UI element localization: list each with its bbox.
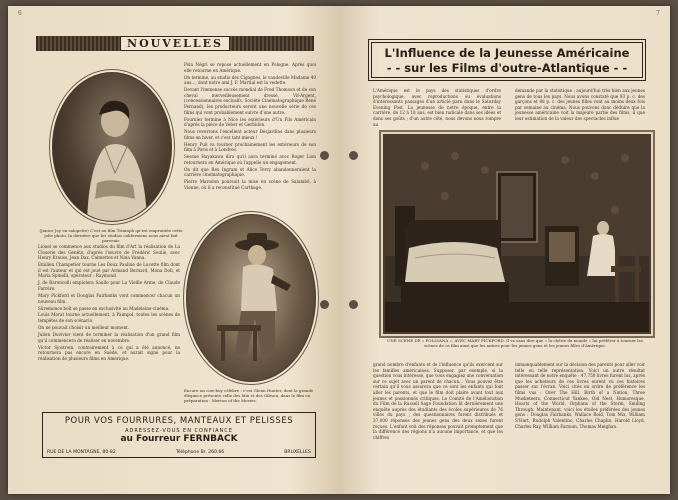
news-item: Fournier termine à Nice les extérieurs d'Un Fils Américain d'après la pièce de Veber et Gerbidon. <box>184 116 316 128</box>
binding-hole <box>320 300 329 309</box>
ad-footer <box>47 450 311 455</box>
ad-headline: POUR VOS FOURRURES, MANTEAUX ET PELISSES <box>64 416 294 426</box>
pollyana-scene-photo <box>383 134 651 334</box>
ad-phone: Téléphone Br. 260.66 <box>175 450 225 455</box>
ad-subline: ADRESSEZ-VOUS EN CONFIANCE <box>125 428 233 434</box>
portrait-photo-glenn-hunter <box>186 214 316 382</box>
news-item: Lionel se commence aux studios du film d'Art la réalisation de La Closerie des Genêts, d'après l'œuvre de Frédéric Soulié, avec Henry Krauss, Jean Dax, Calmettes et Nina Vanna. <box>38 244 180 261</box>
ad-brand: au Fourreur FERNBACK <box>120 434 238 444</box>
news-item: J. de Baroncelli emploiera Saulle pour La Vieille Arme, de Claude Farrère. <box>38 280 180 291</box>
caption-janice-joy: (Janice Joy en salopette) C'est au film Triumph qu'est empruntée cette jolie photo, la dernière que les studios californiens nous aient fait parvenir. <box>39 228 183 243</box>
news-item: Mary Pickford et Douglas Fairbanks vont commencer chacun un nouveau film. <box>38 292 180 304</box>
right-page <box>339 6 670 494</box>
article-title-line-2: - - sur les Films d'outre-Atlantique - - <box>386 61 628 75</box>
news-item: Emilien Champetier tourne Les Deux Pauline de Lucette film dont il est l'auteur et qui est joué par Armand Bernard, Mona Doll, et Maria Spinelli, opérateur : Raymond. <box>38 262 180 279</box>
binding-hole <box>320 151 329 160</box>
news-item: Pierre Marodon poursuit la mise en scène de Salambô, à Vienne, où il a reconstitué Carthage. <box>184 179 316 190</box>
news-item: Devant l'immense succès mondial de Fred Thomson et de son cheval merveilleusement dressé, Vif-Argent, (concessionnaires exclusifs, Société Cinématographique René Fernand), les producteurs seront une nouvelle série de ces films qui vont probablement suivre d'une autre. <box>184 87 316 115</box>
news-item: Louis Morat tourne actuellement, à Paimpol, toutes les scènes de tempêtes de son scénario. <box>38 312 180 324</box>
binding-hole <box>349 300 358 309</box>
news-item: On ne pouvait choisir un meilleur moment. <box>38 325 130 331</box>
news-item: Pola Négri se repose actuellement en Pologne. Après quoi elle retourne en Amérique. <box>184 62 316 73</box>
cowboy-illustration <box>187 215 315 381</box>
portrait-photo-janice-joy <box>52 72 172 222</box>
news-item: Julien Duvivier vient de terminer la réalisation d'un grand film qu'il commencera de réaliser en novembre. <box>38 332 180 343</box>
masthead-title: NOUVELLES <box>120 36 230 51</box>
page-number-left: 6 <box>18 10 22 17</box>
photo-caption: UNE SCÈNE DE « POLLYANA », AVEC MARY PICKFORD. Il va sans dire que « la chérie du monde » lui préférer à tourner les scènes de ce film ainsi que les autres pour les jeunes gens et les jeunes filles d'Amérique. <box>387 338 643 348</box>
news-column-right <box>184 62 316 192</box>
caption-glenn-hunter: Encore un cow-boy célèbre : c'est Glenn Hunter, dont la grande élégance présente celle des Mix et des Gibson, dans le film en préparation : Merton of the Movies. <box>184 388 314 403</box>
news-item: On termine, au studio des Cigognes, le vaudeville Madame 40 ans..., dont notre ami J. F. Martial est la vedette. <box>184 74 316 86</box>
news-item: Henry Puil va tourner prochainement les extérieurs de son film à Paris et à Londres. <box>184 141 316 153</box>
news-item: Sessue Hayakawa dira qu'il aura terminé avec Roger Lion retournera en Amérique où l'appelle un engagement. <box>184 154 316 165</box>
bedroom-scene-illustration <box>385 136 649 332</box>
left-page <box>8 6 339 494</box>
magazine-spread <box>8 6 670 494</box>
bottom-column-right: immanquablement sur la décision des parents pour aller voir telle ou telle représentation. Voici un autre résultat intéressant de notre enquête : 47,750 livres furent lus, après que les acheteurs de ces livres eurent vu ces histoires passer sur l'écran. Voici cités en ordre de préférence les films vus : Over The Hill, Birth of a Nation, Three Musketeers, Connecticut Yankee, Old Nest, Humoresque, Hearts of the World, Orphans of the Storm, Smiling Through. Maintenant, voici les étoiles préférées des jeunes gens : Douglas Fairbanks, Wallace Reid, Tom Mix, William S'Hart, Rudolph Valentino, Charles Chaplin, Harold Lloyd, Charles Ray, William Farnum, Thomas Meighan. <box>515 362 645 429</box>
portrait-illustration <box>53 73 171 221</box>
intro-column-left: L'Amérique est le pays des statistiques d'ordre psychologique, avec reproductions ou évaluations d'intéressants passages d'un article paru dans le Saturday Evening Post. La jeunesse de notre époque, entre la carrière, de 12 à 18 ans, est bien radicale dans ses idées et dans ses goûts ; d'un autre côté, nous devons nous rompre au <box>373 88 501 127</box>
binding-hole <box>349 151 358 160</box>
ad-city: BRUXELLES <box>284 450 311 455</box>
news-item: On dit que Rex Ingram et Alice Terry abandonneraient la carrière cinématographique. <box>184 166 316 178</box>
bottom-column-left: grand nombre d'enfants et de l'influence qu'ils exercent sur les familles américaines. Supposer, par exemple, si la question vous intéresse, que vous engagiez une conversation sur ce sujet avec un parent de chacun... Vous pouvez être certain qu'il vous assurera que ce sont les enfants qui font aller les parents, et que le film doit plaire avant tout aux jeunes et passionnés critiques. Le Comité de l'Amélioration du Film de la Russell Sage Foundation lit dernièrement une enquête auprès des étudiants des écoles supérieures de 76 villes du pays ; des questionnaires furent distribués et 37,000 réponses des jeunes gens des deux sexes furent reçues. L'enfant voit des réponses pouvait promptement que la différence des régions n'a aucune importance, et que les chiffres <box>373 362 503 440</box>
fourreur-advertisement <box>42 412 316 458</box>
news-column-left <box>38 244 180 363</box>
news-item: Sûremonce boît se passe en exclusivité au Madeleine-cinéma. <box>38 305 170 311</box>
ad-address: RUE DE LA MONTAGNE, 80-82 <box>47 450 116 455</box>
news-item: Victor Sjostrom, contrairement à ce qui a été annoncé, ne retournera pas encore en Suède, et aurait signé pour la réalisation de plusieurs films en Amérique. <box>38 344 180 361</box>
news-item: Nous reverrons l'excellent acteur Desjardins dans plusieurs films en hiver, et c'est tant mieux ! <box>184 129 316 140</box>
article-title-line-1: L'Influence de la Jeunesse Américaine <box>384 46 630 60</box>
page-number-right: 7 <box>656 10 660 17</box>
nouvelles-masthead <box>36 36 314 51</box>
article-title-box <box>371 42 643 78</box>
intro-column-right: demande par la statistique : aujourd'hui très bien aux jeunes gens de tous les pays. Nous avons constaté que 83 p. c. des garçons et 88 p. c. des jeunes filles vont au moins deux fois par semaine au cinéma. Nous pouvons donc déduire que la jeunesse américaine voit la majeure partie des films, il que leur estimation de la valeur des spectacles influe <box>515 88 645 121</box>
